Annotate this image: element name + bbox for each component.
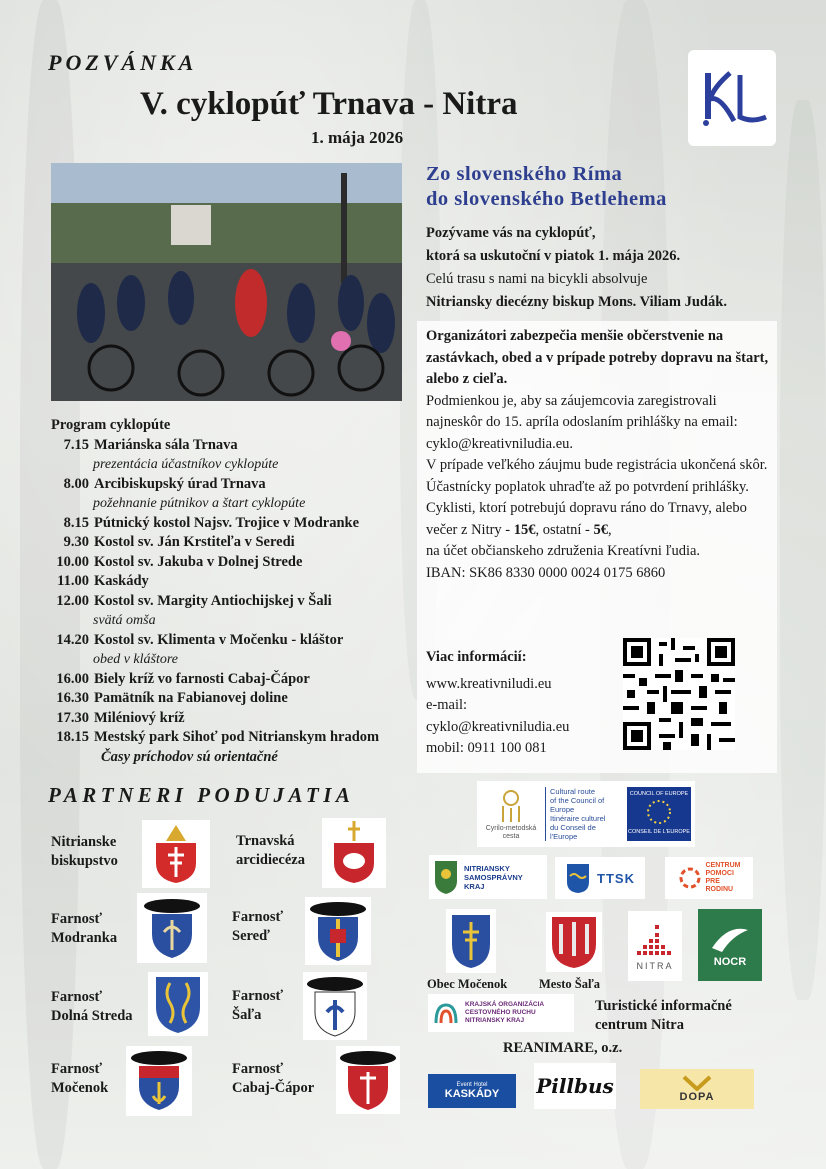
qr-code[interactable] bbox=[623, 638, 735, 750]
program-item bbox=[51, 475, 421, 495]
label-line: Sereď bbox=[232, 928, 270, 944]
cpr-text: CENTRUM bbox=[705, 862, 741, 869]
partner-label bbox=[236, 832, 305, 870]
program-item bbox=[51, 592, 421, 612]
item-place: Kostol sv. Ján Krstiteľa v Seredi bbox=[94, 534, 295, 550]
cyril-methodius-route-logo bbox=[477, 781, 695, 847]
label-line: Farnosť bbox=[51, 989, 103, 1005]
route-name-bottom: cesta bbox=[502, 832, 520, 840]
ttsk-logo bbox=[555, 857, 645, 899]
dolna-streda-parish-crest bbox=[148, 972, 208, 1036]
invitation-text bbox=[426, 222, 786, 314]
partner-label bbox=[232, 987, 283, 1025]
tic-line: centrum Nitra bbox=[595, 1017, 684, 1033]
transport-text bbox=[426, 498, 771, 541]
kaskady-small-text: Event Hotel bbox=[456, 1082, 488, 1088]
nitra-city-logo bbox=[628, 911, 682, 981]
item-time: 7.15 bbox=[63, 436, 89, 453]
ttsk-text: TTSK bbox=[597, 870, 635, 886]
account-text: na účet občianskeho združenia Kreatívni ľudia. bbox=[426, 543, 701, 559]
kocr-nitra-logo bbox=[428, 994, 574, 1032]
item-note: obed v kláštore bbox=[93, 652, 179, 667]
item-place: Biely kríž vo farnosti Cabaj-Čápor bbox=[94, 670, 310, 687]
nsk-text: NITRIANSKY bbox=[464, 863, 510, 873]
item-time: 8.00 bbox=[63, 475, 89, 492]
item-time: 12.00 bbox=[56, 592, 89, 609]
route-text: Cultural route bbox=[550, 787, 596, 796]
label-line: Šaľa bbox=[232, 1007, 262, 1023]
transport-text-b: , ostatní - bbox=[535, 521, 594, 538]
route-text: of the Council of Europe bbox=[550, 796, 605, 814]
contact-info bbox=[426, 647, 636, 760]
label-line: Dolná Streda bbox=[51, 1008, 133, 1024]
mobile: mobil: 0911 100 081 bbox=[426, 740, 547, 756]
cabaj-capor-parish-crest bbox=[336, 1046, 400, 1114]
obec-mocenok-label: Obec Močenok bbox=[427, 977, 508, 991]
email-link[interactable]: cyklo@kreativniludia.eu bbox=[426, 718, 570, 735]
item-time: 10.00 bbox=[56, 553, 89, 570]
nsk-text: KRAJ bbox=[464, 881, 485, 891]
contact-heading: Viac informácií: bbox=[426, 649, 527, 665]
organizers-bold: Organizátori zabezpečia menšie občerstvenie na zastávkach, obed a v prípade potreby dopravu na štart, alebo z cieľa. bbox=[426, 328, 769, 387]
item-place: Pútnický kostol Najsv. Trojice v Modranke bbox=[94, 514, 360, 531]
route-name-top: Cyrilo-metodská bbox=[485, 824, 537, 832]
partner-label bbox=[51, 910, 117, 948]
council-of-europe-logo bbox=[627, 787, 691, 841]
registration-text: Podmienkou je, aby sa záujemcovia zaregistrovali najneskôr do 15. apríla odoslaním prihlášky na email: cyklo@kreativniludia.eu. bbox=[426, 392, 738, 452]
fee-text: Účastnícky poplatok uhraďte až po potvrdení prihlášky. bbox=[426, 478, 749, 495]
program-heading: Program cyklopúte bbox=[51, 417, 171, 433]
kaskady-text: KASKÁDY bbox=[444, 1088, 500, 1100]
item-note: požehnanie pútnikov a štart cyklopúte bbox=[93, 496, 306, 511]
pillbus-logo bbox=[534, 1063, 616, 1109]
dopa-text: DOPA bbox=[679, 1091, 715, 1103]
label-line: biskupstvo bbox=[51, 853, 118, 869]
label-line: Trnavská bbox=[236, 833, 295, 849]
mocenok-parish-crest bbox=[126, 1046, 192, 1116]
item-time: 18.15 bbox=[56, 729, 89, 745]
item-place: Miléniový kríž bbox=[94, 709, 185, 726]
email-label: e-mail: bbox=[426, 697, 468, 713]
item-time: 9.30 bbox=[63, 534, 89, 550]
item-time: 11.00 bbox=[57, 573, 89, 589]
kocr-text: NITRIANSKY KRAJ bbox=[465, 1017, 525, 1024]
intro-line-2: ktorá sa uskutoční v piatok 1. mája 2026. bbox=[426, 248, 681, 264]
cpr-text: RODINU bbox=[705, 886, 734, 893]
item-place: Pamätník na Fabianovej doline bbox=[94, 690, 288, 706]
kaskady-hotel-logo bbox=[428, 1074, 516, 1108]
program-item bbox=[51, 709, 421, 729]
item-note: prezentácia účastníkov cyklopúte bbox=[93, 457, 279, 472]
item-time: 16.30 bbox=[56, 690, 89, 706]
program-item bbox=[51, 436, 421, 456]
label-line: Nitrianske bbox=[51, 834, 117, 850]
label-line: Modranka bbox=[51, 930, 118, 946]
program-item bbox=[51, 670, 421, 690]
kreativni-ludia-logo bbox=[688, 50, 776, 146]
centrum-pomoci-logo bbox=[665, 857, 753, 899]
item-place: Kostol sv. Margity Antiochijskej v Šali bbox=[94, 592, 332, 609]
partner-label bbox=[51, 833, 118, 871]
label-line: Farnosť bbox=[232, 988, 284, 1004]
label-line: Cabaj-Čápor bbox=[232, 1080, 315, 1096]
dopa-logo bbox=[640, 1069, 754, 1109]
partner-label bbox=[51, 988, 133, 1026]
trnava-archdiocese-crest bbox=[322, 818, 386, 888]
nitra-diocese-crest bbox=[142, 820, 210, 888]
label-line: Farnosť bbox=[232, 909, 284, 925]
transport-text-c: , bbox=[608, 521, 612, 538]
label-line: Farnosť bbox=[232, 1061, 284, 1077]
intro-line-4: Nitriansky diecézny biskup Mons. Viliam Judák. bbox=[426, 294, 727, 310]
intro-line-1: Pozývame vás na cyklopúť, bbox=[426, 225, 596, 241]
nocr-logo bbox=[698, 909, 762, 981]
label-line: Farnosť bbox=[51, 911, 103, 927]
route-text: du Conseil de l'Europe bbox=[550, 823, 596, 841]
program-item bbox=[51, 689, 421, 709]
pillbus-text: Pillbus bbox=[536, 1074, 614, 1098]
kocr-text: CESTOVNÉHO RUCHU bbox=[465, 1009, 536, 1016]
program-footnote: Časy príchodov sú orientačné bbox=[101, 748, 278, 765]
program-item bbox=[51, 572, 421, 592]
label-line: Močenok bbox=[51, 1080, 109, 1096]
label-line: arcidiecéza bbox=[236, 852, 305, 868]
website-link[interactable]: www.kreativniludi.eu bbox=[426, 675, 552, 692]
program-item bbox=[51, 631, 421, 651]
sala-town-crest bbox=[546, 912, 602, 972]
cpr-text: POMOCI bbox=[705, 870, 734, 877]
item-place: Kostol sv. Jakuba v Dolnej Strede bbox=[94, 553, 303, 570]
organizers-info bbox=[426, 326, 771, 584]
item-note: svätá omša bbox=[93, 613, 156, 628]
partners-heading: PARTNERI PODUJATIA bbox=[48, 783, 355, 807]
coe-text: COUNCIL OF EUROPE bbox=[629, 791, 689, 797]
cpr-text: PRE bbox=[705, 878, 720, 885]
tic-line: Turistické informačné bbox=[595, 998, 732, 1014]
kicker-title: POZVÁNKA bbox=[48, 50, 198, 75]
event-date: 1. mája 2026 bbox=[311, 128, 404, 147]
label-line: Farnosť bbox=[51, 1061, 103, 1077]
nitra-text: NITRA bbox=[636, 961, 674, 971]
nsk-logo bbox=[429, 855, 547, 899]
program-list bbox=[51, 416, 421, 767]
item-place: Kaskády bbox=[94, 573, 149, 589]
item-place: Mariánska sála Trnava bbox=[94, 436, 238, 453]
reanimare-label: REANIMARE, o.z. bbox=[503, 1040, 623, 1056]
transport-text-a: Cyklisti, ktorí potrebujú dopravu ráno do Trnavy, alebo večer z Nitry - bbox=[426, 500, 747, 538]
slogan-line-2: do slovenského Betlehema bbox=[426, 188, 667, 210]
route-text: Itinéraire culturel bbox=[550, 814, 606, 823]
mocenok-municipality-crest bbox=[446, 909, 496, 973]
nocr-text: NOCR bbox=[713, 956, 747, 968]
program-item bbox=[51, 728, 421, 748]
item-time: 8.15 bbox=[63, 514, 89, 531]
slogan bbox=[426, 162, 776, 212]
partner-label bbox=[51, 1060, 108, 1098]
partner-label bbox=[232, 1060, 314, 1098]
item-place: Arcibiskupský úrad Trnava bbox=[94, 475, 266, 492]
sered-parish-crest bbox=[305, 897, 371, 965]
tic-nitra-label bbox=[595, 997, 732, 1035]
sala-parish-crest bbox=[303, 972, 367, 1040]
item-time: 14.20 bbox=[56, 631, 89, 648]
mesto-sala-label: Mesto Šaľa bbox=[539, 977, 601, 991]
page-title: V. cyklopúť Trnava - Nitra bbox=[140, 86, 518, 122]
nsk-text: SAMOSPRÁVNY bbox=[464, 872, 523, 882]
coe-text: CONSEIL DE L'EUROPE bbox=[628, 829, 690, 835]
iban: IBAN: SK86 8330 0000 0024 0175 6860 bbox=[426, 564, 666, 581]
capacity-text: V prípade veľkého záujmu bude registrácia ukončená skôr. bbox=[426, 457, 768, 473]
item-place: Mestský park Sihoť pod Nitrianskym hradom bbox=[94, 729, 380, 745]
program-item bbox=[51, 533, 421, 553]
kocr-text: KRAJSKÁ ORGANIZÁCIA bbox=[465, 1001, 545, 1008]
modranka-parish-crest bbox=[137, 893, 207, 963]
item-time: 16.00 bbox=[56, 670, 89, 687]
program-item bbox=[51, 553, 421, 573]
slogan-line-1: Zo slovenského Ríma bbox=[426, 163, 623, 185]
cyclists-photo bbox=[51, 163, 402, 401]
other-price: 5€ bbox=[593, 521, 609, 538]
program-item bbox=[51, 514, 421, 534]
item-place: Kostol sv. Klimenta v Močenku - kláštor bbox=[94, 631, 344, 648]
item-time: 17.30 bbox=[56, 709, 89, 726]
intro-line-3: Celú trasu s nami na bicykli absolvuje bbox=[426, 271, 648, 287]
transport-price: 15€ bbox=[513, 521, 536, 538]
partner-label bbox=[232, 908, 283, 946]
